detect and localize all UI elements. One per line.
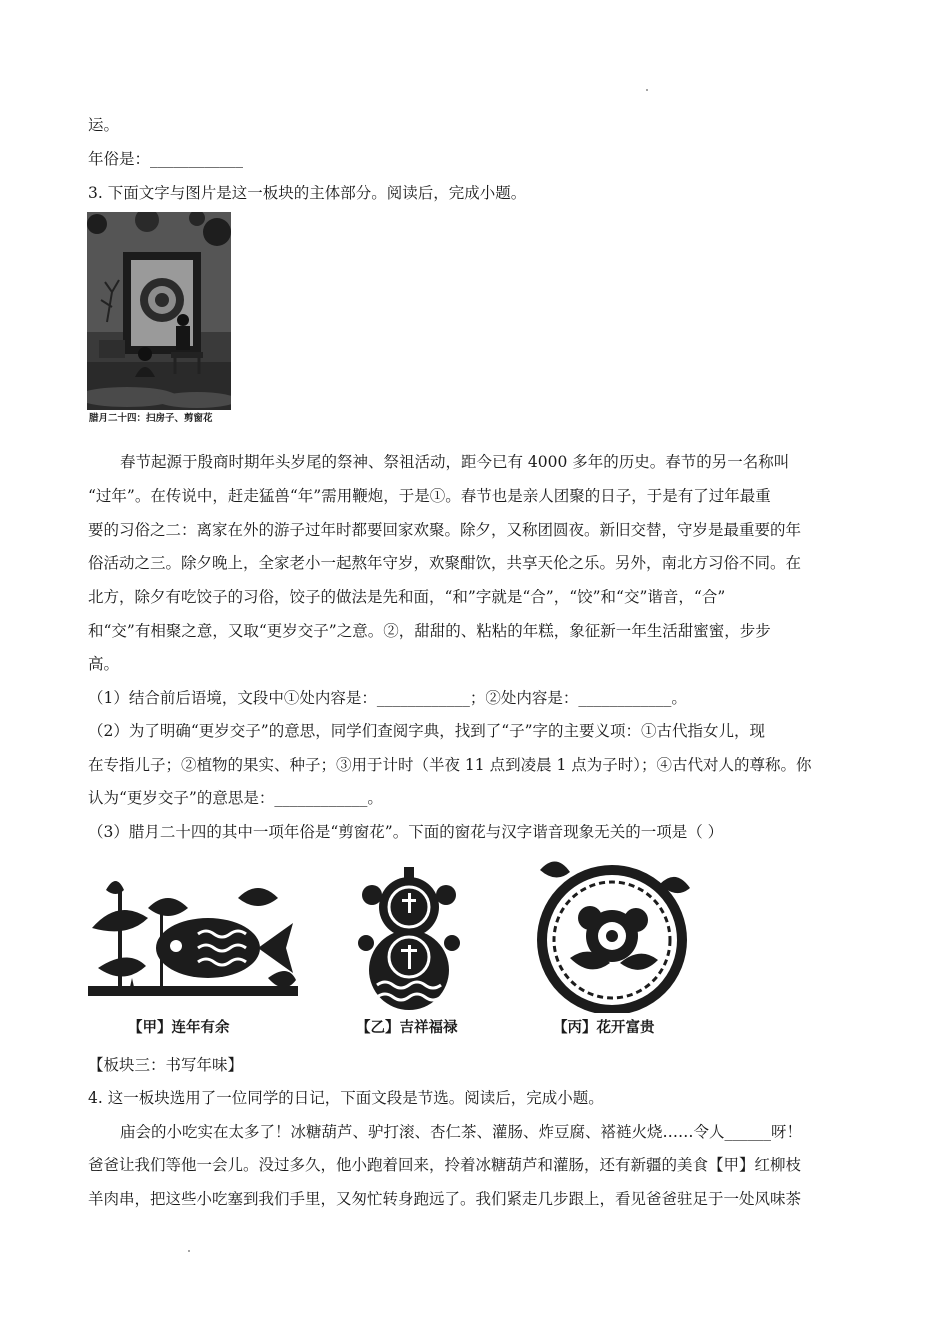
gourd-papercut-icon (352, 865, 467, 1010)
scan-dot (646, 89, 648, 91)
new-year-photo (87, 212, 231, 426)
papercut-jia-caption: 【甲】连年有余 (128, 1020, 230, 1036)
papercut-jia[interactable] (88, 868, 298, 1008)
top-line: 运。 (88, 116, 120, 134)
sweeping-papercut-illustration-icon (87, 212, 231, 426)
papercut-bing[interactable] (530, 848, 695, 1013)
q4-intro: 4. 这一板块选用了一位同学的日记，下面文段是节选。阅读后，完成小题。 (88, 1089, 604, 1107)
photo-caption: 腊月二十四：扫房子、剪窗花 (89, 413, 213, 424)
question-3-2-line-2: 在专指儿子；②植物的果实、种子；③用于计时（半夜 11 点到凌晨 1 点为子时）；④古代对人的尊称。你 (88, 756, 812, 774)
passage-line-2: “过年”。在传说中，赶走猛兽“年”需用鞭炮，于是①。春节也是亲人团聚的日子，于是有了过年最重 (88, 487, 771, 505)
passage-line-6: 和“交”有相聚之意，又取“更岁交子”之意。②，甜甜的、粘粘的年糕，象征新一年生活甜蜜蜜，步步 (88, 622, 771, 640)
papercut-bing-caption: 【丙】花开富贵 (553, 1020, 655, 1036)
passage-line-5: 北方，除夕有吃饺子的习俗，饺子的做法是先和面，“和”字就是“合”，“饺”和“交”谐音，“合” (88, 588, 726, 606)
passage-line-3: 要的习俗之二：离家在外的游子过年时都要回家欢聚。除夕，又称团圆夜。新旧交替，守岁是最重要的年 (88, 521, 802, 539)
papercut-yi-caption: 【乙】吉祥福禄 (356, 1020, 458, 1036)
custom-answer-line (88, 147, 243, 171)
lotus-fish-papercut-icon (88, 868, 298, 1008)
question-3-2-line-3[interactable]: 认为“更岁交子”的意思是：____________。 (88, 789, 383, 807)
passage-line-4: 俗活动之三。除夕晚上，全家老小一起熬年守岁，欢聚酣饮，共享天伦之乐。另外，南北方习俗不同。在 (88, 554, 802, 572)
peony-papercut-icon (530, 848, 695, 1013)
section-3-title: 【板块三：书写年味】 (88, 1056, 244, 1074)
q3-intro: 3. 下面文字与图片是这一板块的主体部分。阅读后，完成小题。 (88, 184, 527, 202)
diary-line-1: 庙会的小吃实在太多了！冰糖葫芦、驴打滚、杏仁茶、灌肠、炸豆腐、褡裢火烧……令人______呀！ (120, 1123, 803, 1141)
custom-label: 年俗是： (88, 150, 151, 168)
scan-dot-bottom (188, 1250, 190, 1252)
question-3-1[interactable]: （1）结合前后语境，文段中①处内容是：____________；②处内容是：____________。 (88, 689, 687, 707)
diary-line-2: 爸爸让我们等他一会儿。没过多久，他小跑着回来，拎着冰糖葫芦和灌肠，还有新疆的美食【甲】红柳枝 (88, 1156, 802, 1174)
diary-line-3: 羊肉串，把这些小吃塞到我们手里，又匆忙转身跑远了。我们紧走几步跟上，看见爸爸驻足于一处风味茶 (88, 1190, 802, 1208)
custom-blank[interactable]: ____________ (150, 150, 244, 168)
question-3-3: （3）腊月二十四的其中一项年俗是“剪窗花”。下面的窗花与汉字谐音现象无关的一项是（ ） (88, 823, 724, 841)
passage-line-7: 高。 (88, 655, 120, 673)
question-3-2-line-1: （2）为了明确“更岁交子”的意思，同学们查阅字典，找到了“子”字的主要义项：①古代指女儿，现 (88, 722, 766, 740)
papercut-yi[interactable] (352, 865, 467, 1010)
passage-line-1: 春节起源于殷商时期年头岁尾的祭神、祭祖活动，距今已有 4000 多年的历史。春节的另一名称叫 (120, 453, 790, 471)
